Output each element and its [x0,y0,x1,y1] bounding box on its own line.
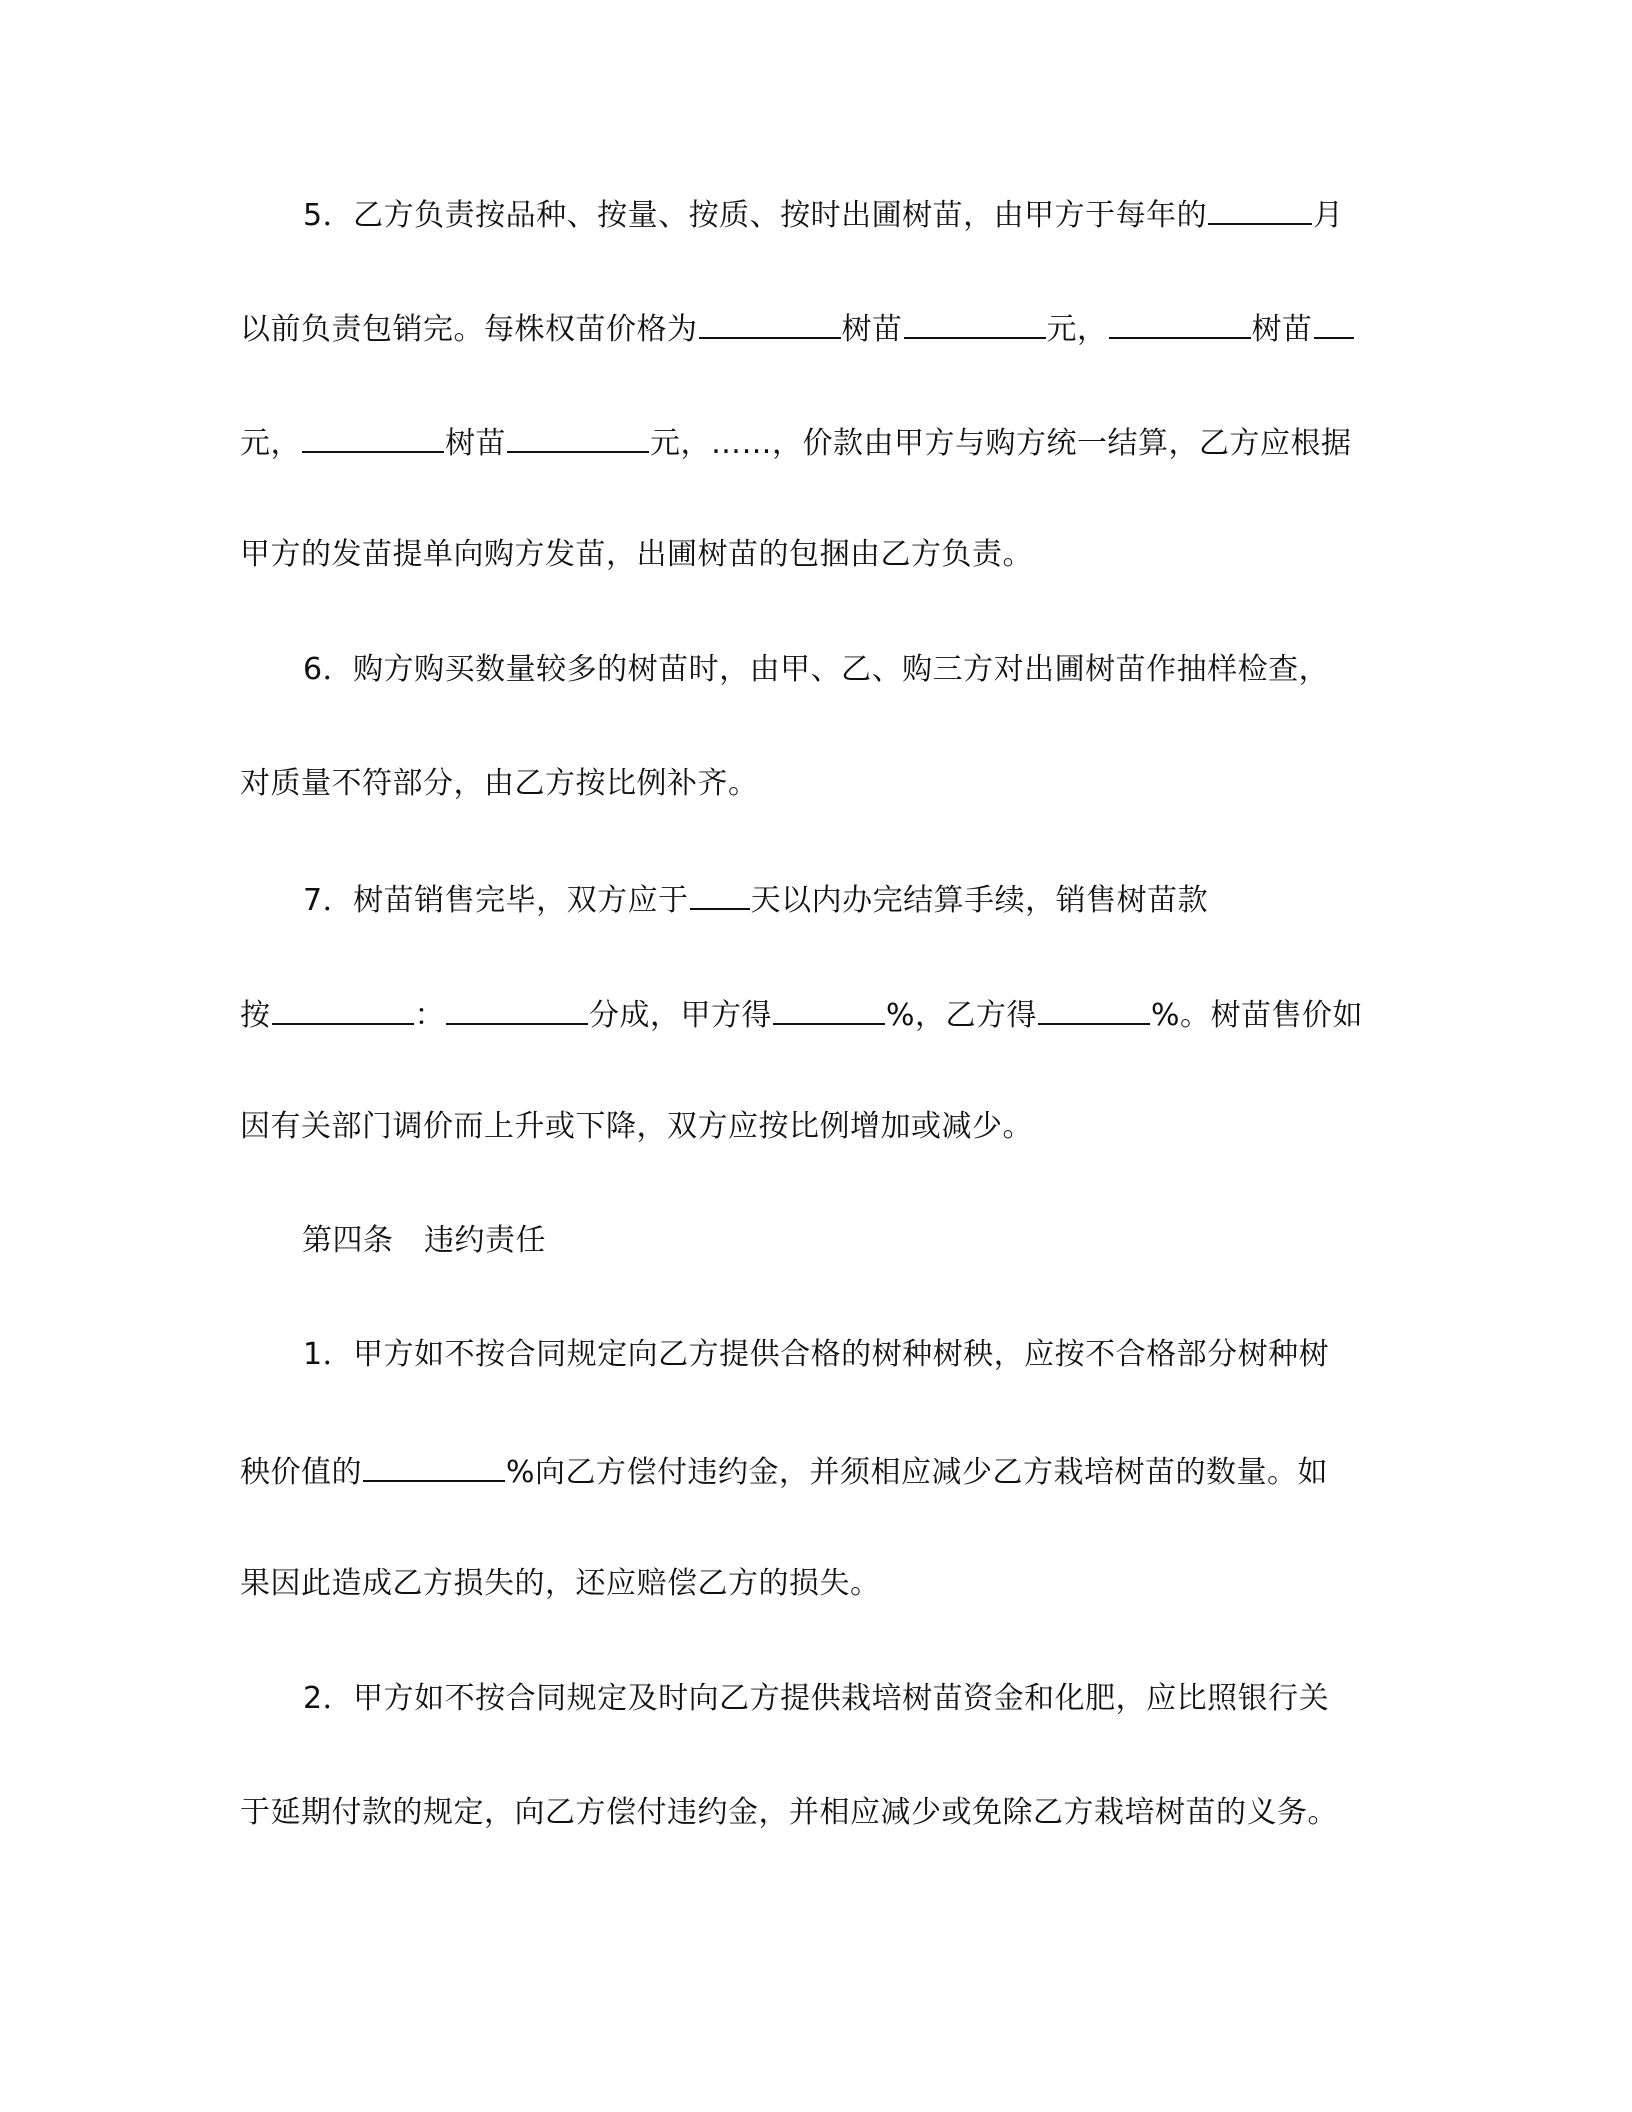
clause-5-line-4 [240,535,1033,575]
clause-5-text: 月 [1313,198,1344,233]
clause-5-text: 以前负责包销完。每株权苗价格为 [240,312,698,347]
clause-7-text: %，乙方得 [886,998,1038,1033]
clause-7-text: 因有关部门调价而上升或下降，双方应按比例增加或减少。 [240,1109,1033,1144]
article-4-clause-1-line-1 [303,1335,1329,1375]
clause-7-text: 7．树苗销售完毕，双方应于 [303,883,689,918]
article-4-clause-2-line-1 [303,1679,1329,1719]
clause-7-line-3 [240,1107,1033,1147]
article-4-clause-1-text: 果因此造成乙方损失的，还应赔偿乙方的损失。 [240,1566,881,1601]
article-4-clause-2-text: 于延期付款的规定，向乙方偿付违约金，并相应减少或免除乙方栽培树苗的义务。 [240,1795,1338,1830]
blank-field [302,421,444,453]
article-4-clause-2-line-2 [240,1793,1338,1833]
clause-6-text: 6．购方购买数量较多的树苗时，由甲、乙、购三方对出圃树苗作抽样检查， [303,652,1330,687]
blank-field [904,307,1046,339]
clause-7-text: 分成，甲方得 [589,998,772,1033]
clause-5-text: 树苗 [1251,312,1313,347]
blank-field [690,878,750,910]
clause-5-line-2 [240,307,1355,347]
blank-field [1208,193,1312,225]
article-4-clause-1-text: 秧价值的 [240,1455,362,1490]
clause-6-line-2 [240,764,759,804]
article-4-clause-1-line-3 [240,1564,881,1604]
clause-5-text: 元， [240,426,301,461]
blank-field [507,421,649,453]
clause-6-text: 对质量不符部分，由乙方按比例补齐。 [240,766,759,801]
blank-field [1038,993,1150,1025]
clause-5-text: 树苗 [445,426,506,461]
clause-7-text: %。树苗售价如 [1151,998,1364,1033]
clause-5-text: 5．乙方负责按品种、按量、按质、按时出圃树苗，由甲方于每年的 [303,198,1208,233]
blank-field [1314,307,1354,339]
clause-7-text: 天以内办完结算手续，销售树苗款 [750,883,1209,918]
blank-field [773,993,885,1025]
blank-field [363,1450,505,1482]
clause-6-line-1 [303,650,1329,690]
clause-7-text: 按 [240,998,271,1033]
blank-field [272,993,414,1025]
blank-field [699,307,841,339]
blank-field [1109,307,1251,339]
article-4-clause-1-line-2 [240,1450,1328,1490]
article-4-clause-1-text: %向乙方偿付违约金，并须相应减少乙方栽培树苗的数量。如 [506,1455,1329,1490]
clause-5-text: 树苗 [841,312,903,347]
clause-7-text: ： [414,998,445,1033]
article-4-heading: 第四条 违约责任 [302,1223,546,1258]
article-4-clause-2-text: 2．甲方如不按合同规定及时向乙方提供栽培树苗资金和化肥，应比照银行关 [303,1681,1330,1716]
clause-5-text: 元，……，价款由甲方与购方统一结算，乙方应根据 [650,426,1352,461]
clause-5-text: 甲方的发苗提单向购方发苗，出圃树苗的包捆由乙方负责。 [240,537,1033,572]
clause-7-line-1 [303,878,1208,918]
article-4-clause-1-text: 1．甲方如不按合同规定向乙方提供合格的树种树秧，应按不合格部分树种树 [303,1337,1330,1372]
clause-5-line-3 [240,421,1352,461]
clause-7-line-2 [240,993,1363,1033]
clause-5-text: 元， [1046,312,1108,347]
blank-field [446,993,588,1025]
article-heading [302,1221,546,1261]
clause-5-line-1 [303,193,1344,233]
